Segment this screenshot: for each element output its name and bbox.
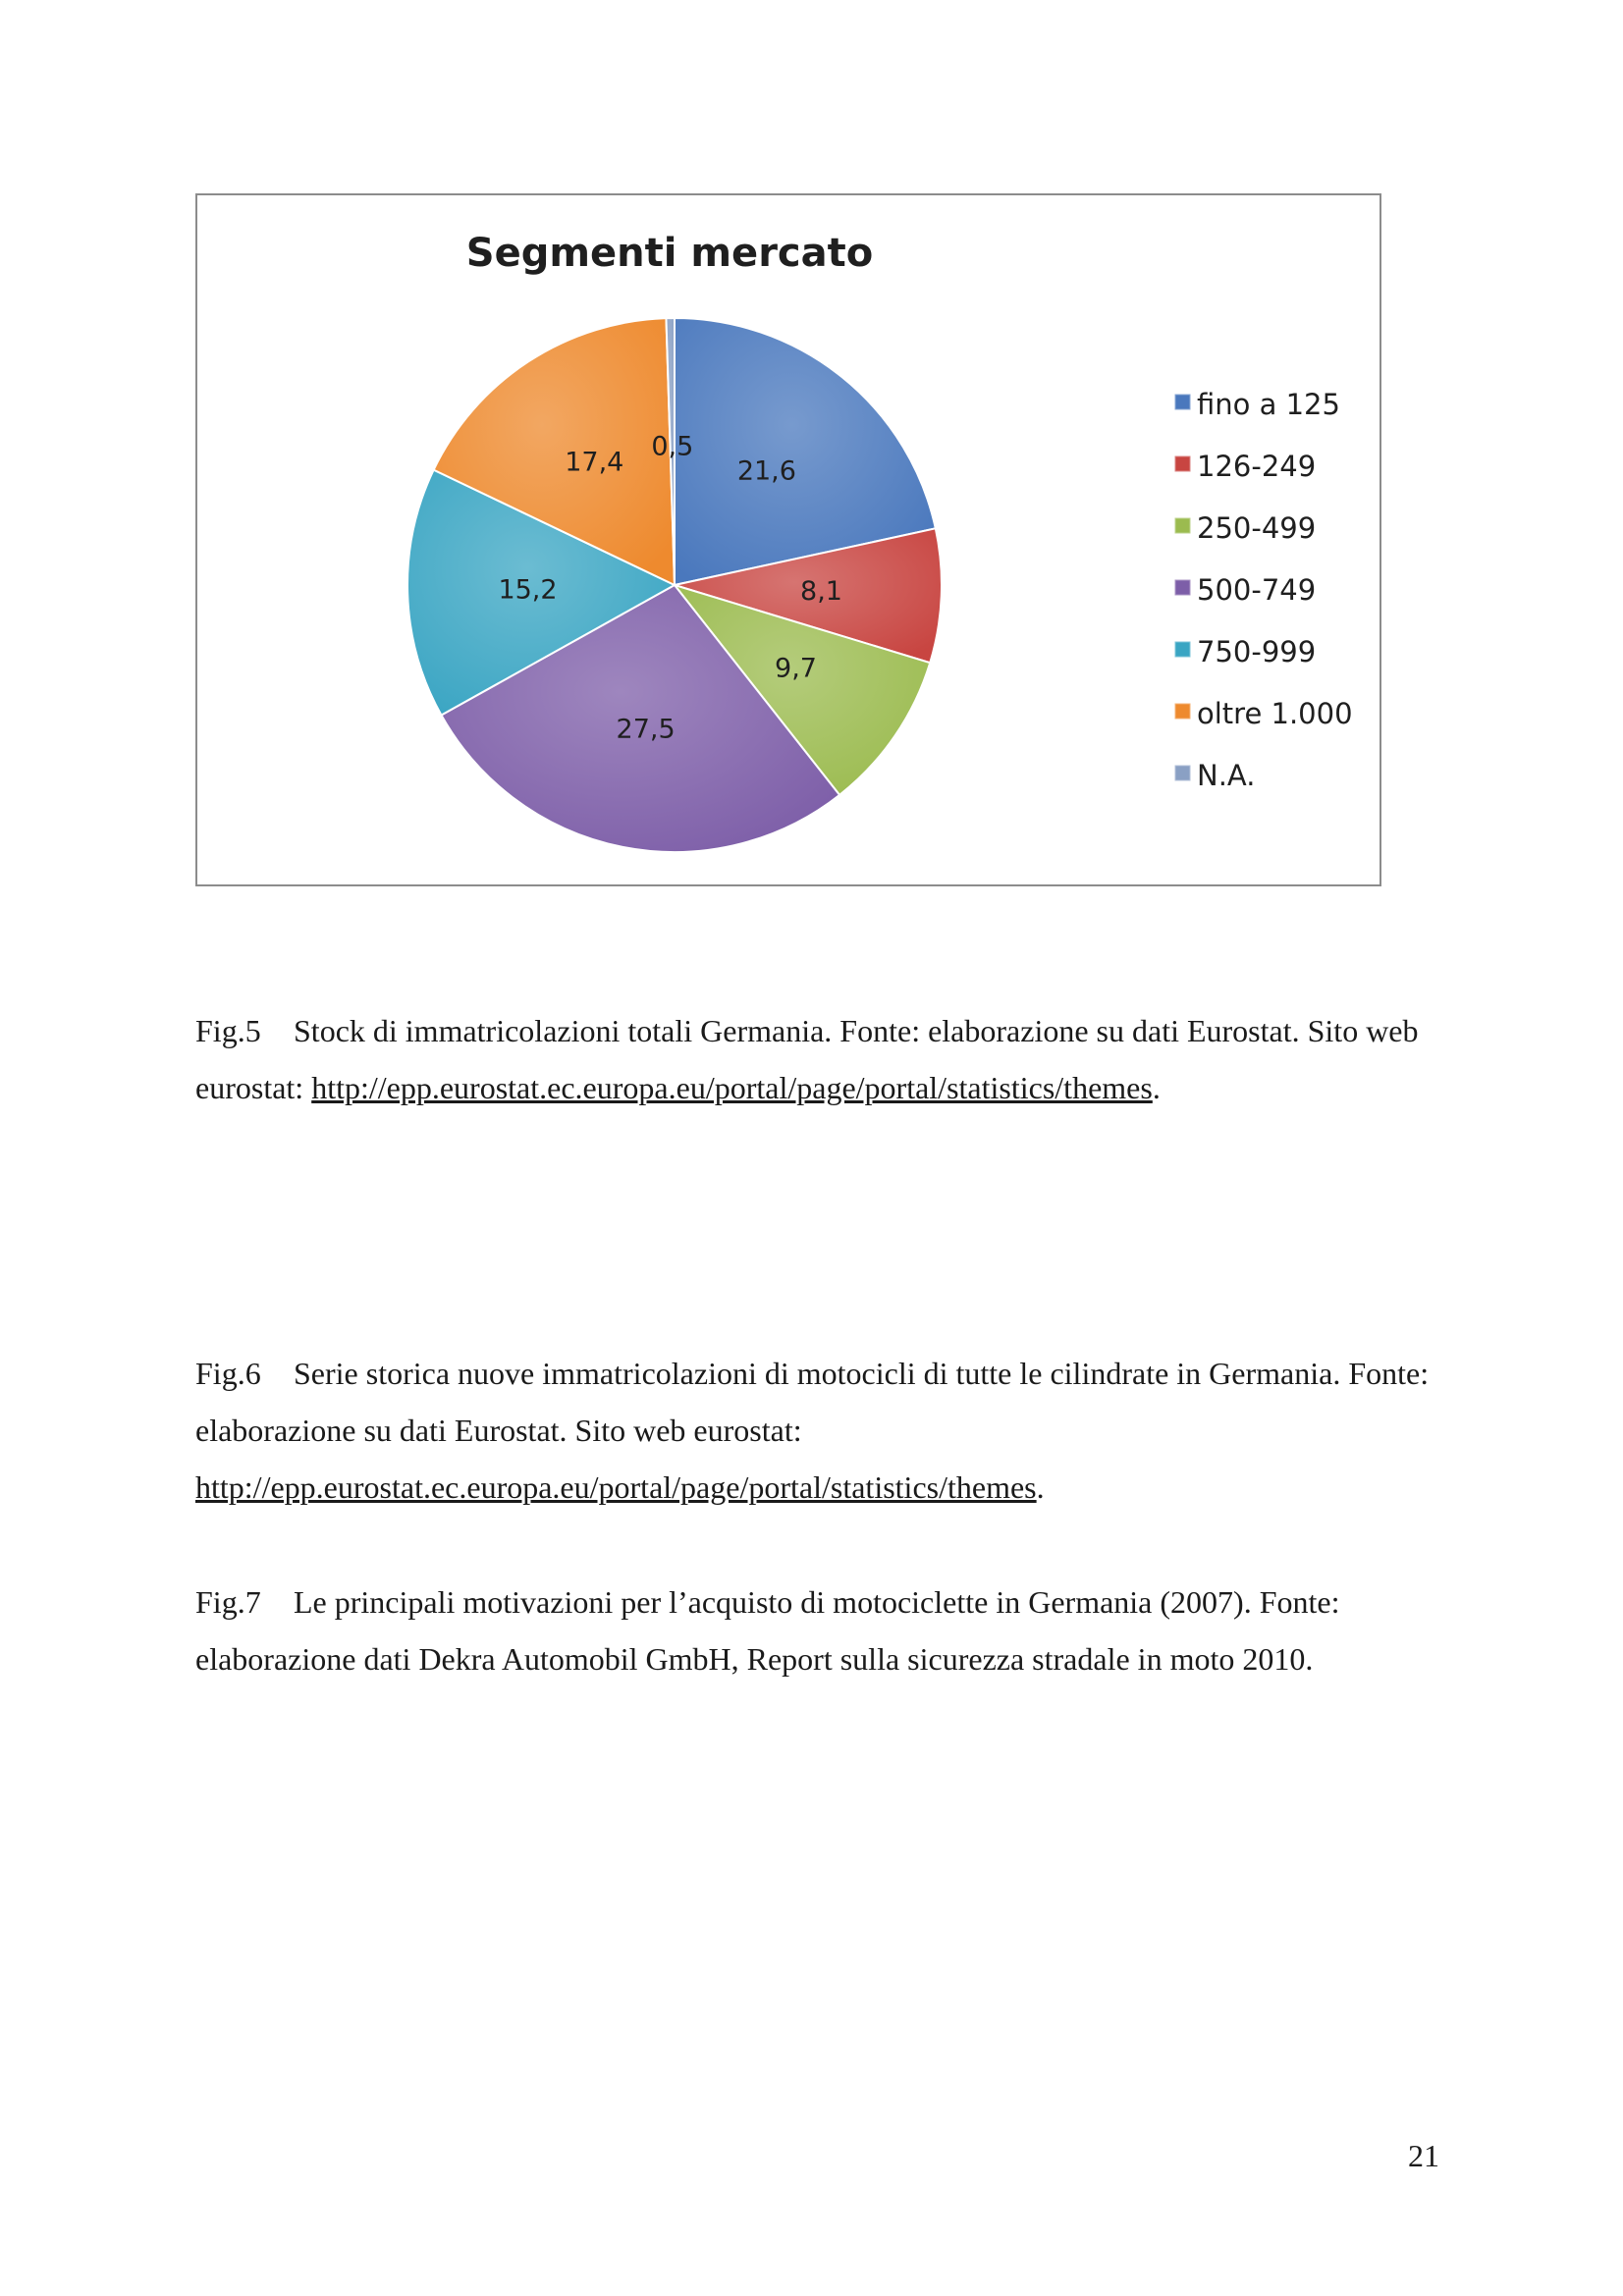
legend-item-126-249: [1175, 450, 1316, 483]
caption-end: .: [1036, 1469, 1045, 1505]
slice-value-label: 17,4: [565, 447, 624, 478]
legend-swatch: [1175, 642, 1190, 657]
slice-value-label: 15,2: [498, 574, 558, 606]
legend-label: 500-749: [1197, 573, 1317, 607]
legend-item-250-499: [1175, 511, 1316, 545]
caption-text: Le principali motivazioni per l’acquisto di motociclette in Germania (2007). Fonte: elaborazione dati Dekra Automobil GmbH, Report sulla sicurezza stradale in moto 2010.: [195, 1584, 1340, 1677]
legend-label: fino a 125: [1197, 388, 1340, 421]
caption-fig7: [195, 1574, 1433, 1687]
legend-swatch: [1175, 704, 1190, 719]
caption-number: Fig.7: [195, 1584, 261, 1620]
chart-legend: [1175, 388, 1353, 792]
slice-value-label: 9,7: [775, 653, 817, 684]
slice-value-label: 21,6: [736, 455, 796, 487]
caption-text: Stock di immatricolazioni totali Germania. Fonte: elaborazione su dati Eurostat. Sito web eurostat:: [195, 1013, 1419, 1105]
legend-label: 126-249: [1197, 450, 1317, 483]
caption-number: Fig.6: [195, 1356, 261, 1391]
legend-swatch: [1175, 766, 1190, 780]
eurostat-link[interactable]: http://epp.eurostat.ec.europa.eu/portal/page/portal/statistics/themes: [195, 1469, 1037, 1505]
legend-label: 750-999: [1197, 635, 1317, 668]
eurostat-link[interactable]: http://epp.eurostat.ec.europa.eu/portal/page/portal/statistics/themes: [311, 1070, 1153, 1105]
slice-value-label: 0,5: [651, 431, 694, 462]
legend-swatch: [1175, 518, 1190, 533]
caption-number: Fig.5: [195, 1013, 261, 1048]
legend-label: 250-499: [1197, 511, 1317, 545]
chart-title: Segmenti mercato: [465, 231, 874, 276]
caption-fig5: [195, 1002, 1433, 1116]
caption-fig6: [195, 1345, 1433, 1516]
legend-item-750-999: [1175, 635, 1316, 668]
legend-item-oltre-1-000: [1175, 697, 1353, 730]
legend-label: N.A.: [1197, 759, 1256, 792]
pie-chart: [197, 195, 1380, 884]
slice-value-label: 27,5: [616, 714, 676, 745]
page-number: 21: [1408, 2138, 1439, 2173]
legend-swatch: [1175, 395, 1190, 409]
legend-item-n-a: [1175, 759, 1255, 792]
caption-text: Serie storica nuove immatricolazioni di motocicli di tutte le cilindrate in Germania. Fonte: elaborazione su dati Eurostat. Sito web eurostat:: [195, 1356, 1430, 1448]
legend-item-fino-a-125: [1175, 388, 1340, 421]
legend-label: oltre 1.000: [1197, 697, 1353, 730]
caption-end: .: [1152, 1070, 1161, 1105]
slice-value-label: 8,1: [800, 576, 842, 608]
legend-swatch: [1175, 580, 1190, 595]
legend-item-500-749: [1175, 573, 1316, 607]
pie-chart-frame: [195, 193, 1381, 886]
legend-swatch: [1175, 456, 1190, 471]
